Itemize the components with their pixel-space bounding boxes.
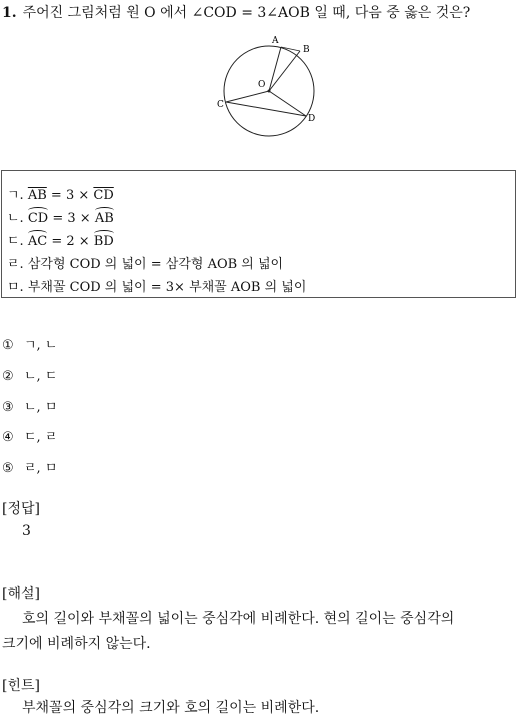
option-number: ⑤ (2, 461, 14, 476)
statement-1 (7, 184, 114, 203)
label-d: D (308, 114, 316, 124)
option-text: ㄹ, ㅁ (24, 461, 58, 476)
option-number: ④ (2, 430, 14, 445)
overline-cd: $\overline{CD}$ (93, 188, 114, 203)
option-text: ㄴ, ㄷ (24, 369, 58, 384)
statement-3 (7, 230, 114, 249)
explanation-line-1: 호의 길이와 부채꼴의 넓이는 중심각에 비례한다. 현의 길이는 중심각의 (22, 611, 455, 627)
answer-value: 3 (22, 523, 31, 539)
statement-prefix: ㄱ. (7, 188, 24, 203)
explanation-line-2: 크기에 비례하지 않는다. (2, 636, 151, 652)
arc-cd: CD (27, 211, 49, 226)
answer-option-4[interactable] (2, 426, 57, 445)
arc-ab: AB (94, 211, 114, 226)
question-text: 주어진 그림처럼 원 O 에서 ∠COD = 3∠AOB 일 때, 다음 중 옳은 것은? (22, 5, 471, 21)
radius-oa (269, 47, 281, 91)
explanation-label: [해설] (2, 586, 40, 602)
label-a: A (272, 36, 279, 46)
statement-operator: = 2 × (47, 234, 94, 249)
question-title (2, 2, 470, 22)
question-number: 1. (2, 5, 17, 21)
arc-bd: BD (93, 234, 114, 249)
arc-ac: AC (27, 234, 48, 249)
option-number: ① (2, 338, 14, 353)
answer-option-5[interactable] (2, 457, 57, 476)
overline-ab: $\overline{AB}$ (27, 188, 47, 203)
statement-prefix: ㄹ. (7, 257, 24, 272)
option-text: ㄱ, ㄴ (24, 338, 58, 353)
radius-ob (269, 51, 300, 91)
statements-box (1, 170, 516, 298)
statement-2 (7, 207, 114, 226)
answer-option-3[interactable] (2, 396, 57, 415)
answer-option-2[interactable] (2, 365, 57, 384)
chord-cd (226, 102, 306, 116)
statement-prefix: ㄷ. (7, 234, 24, 249)
hint-label: [힌트] (2, 678, 40, 694)
statement-operator: = 3 × (48, 211, 95, 226)
radius-oc (226, 91, 269, 102)
option-text: ㄴ, ㅁ (24, 400, 58, 415)
statement-4 (7, 253, 283, 272)
hint-text: 부채꼴의 중심각의 크기와 호의 길이는 비례한다. (22, 700, 320, 716)
radius-od (269, 91, 306, 116)
statement-text: 삼각형 COD 의 넓이 = 삼각형 AOB 의 넓이 (27, 257, 284, 272)
label-b: B (303, 45, 310, 55)
statement-5 (7, 276, 306, 295)
option-number: ② (2, 369, 14, 384)
center-point (268, 90, 271, 93)
label-o: O (258, 80, 266, 90)
statement-prefix: ㄴ. (7, 211, 24, 226)
label-c: C (217, 100, 224, 110)
answer-label: [정답] (2, 501, 40, 517)
statement-text: 부채꼴 COD 의 넓이 = 3× 부채꼴 AOB 의 넓이 (27, 280, 307, 295)
circle-diagram (212, 30, 332, 160)
option-text: ㄷ, ㄹ (24, 430, 58, 445)
statement-operator: = 3 × (46, 188, 94, 203)
statement-prefix: ㅁ. (7, 280, 24, 295)
answer-option-1[interactable] (2, 334, 57, 353)
option-number: ③ (2, 400, 14, 415)
